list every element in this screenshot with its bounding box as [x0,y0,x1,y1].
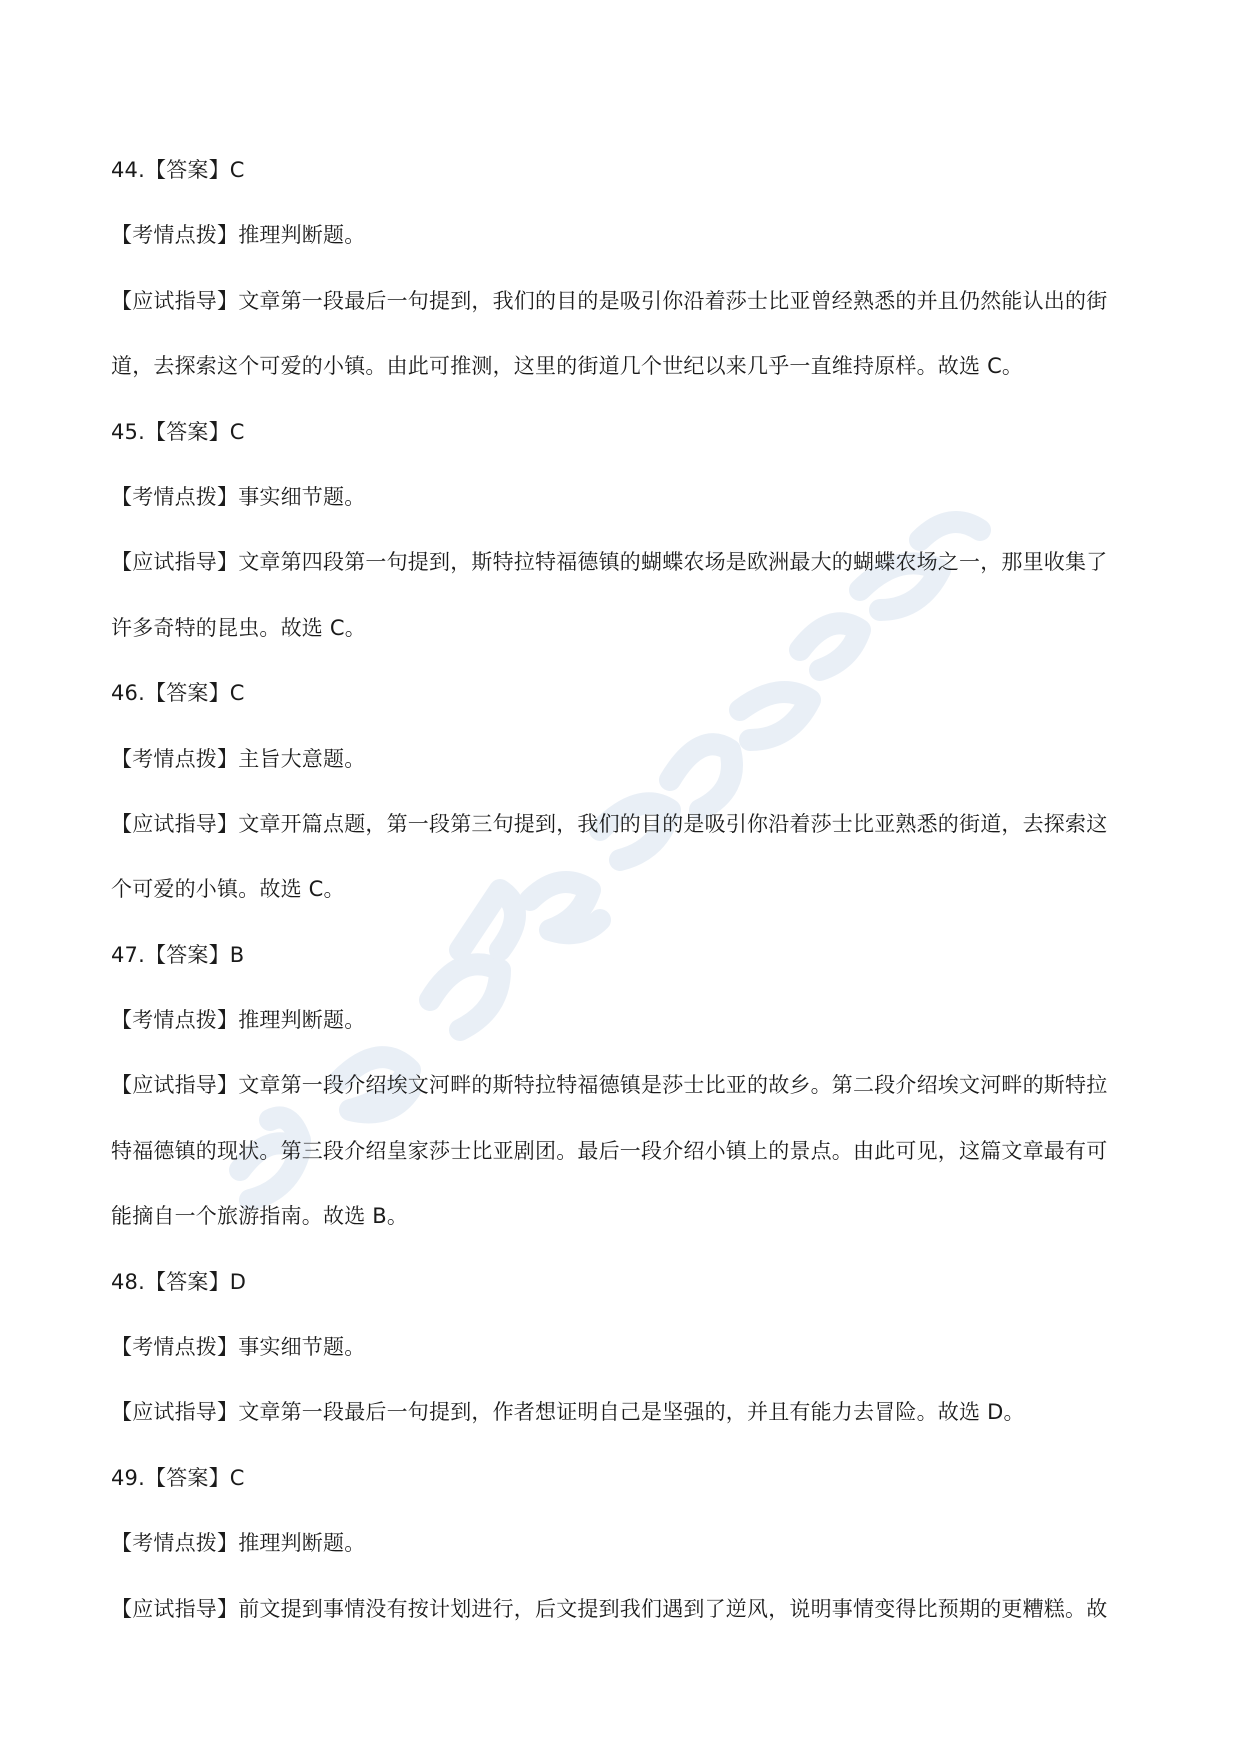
answer-content [111,138,1131,1642]
answer-49-heading: 49.【答案】C [111,1465,245,1490]
answer-44-guide-line-2: 道，去探索这个可爱的小镇。由此可推测，这里的街道几个世纪以来几乎一直维持原样。故选 C。 [111,354,1024,379]
answer-45-guide-line-2: 许多奇特的昆虫。故选 C。 [111,615,366,640]
answer-48-type: 【考情点拨】事实细节题。 [111,1335,366,1360]
answer-48-guide-line-1: 【应试指导】文章第一段最后一句提到，作者想证明自己是坚强的，并且有能力去冒险。故选 D。 [111,1400,1025,1425]
answer-49-guide-line-1: 【应试指导】前文提到事情没有按计划进行，后文提到我们遇到了逆风，说明事情变得比预期的更糟糕。故 [111,1596,1108,1621]
answer-48-heading: 48.【答案】D [111,1269,247,1294]
answer-46-guide-line-1: 【应试指导】文章开篇点题，第一段第三句提到，我们的目的是吸引你沿着莎士比亚熟悉的街道，去探索这 [111,811,1108,836]
answer-45-heading: 45.【答案】C [111,419,245,444]
answer-44-heading: 44.【答案】C [111,158,245,182]
answer-47-heading: 47.【答案】B [111,942,245,967]
answer-46-heading: 46.【答案】C [111,681,245,706]
answer-46-type: 【考情点拨】主旨大意题。 [111,746,366,771]
answer-47-type: 【考情点拨】推理判断题。 [111,1008,366,1033]
answer-45-guide-line-1: 【应试指导】文章第四段第一句提到，斯特拉特福德镇的蝴蝶农场是欧洲最大的蝴蝶农场之一，那里收集了 [111,550,1108,575]
answer-46-guide-line-2: 个可爱的小镇。故选 C。 [111,877,345,902]
answer-44-guide-line-1: 【应试指导】文章第一段最后一句提到，我们的目的是吸引你沿着莎士比亚曾经熟悉的并且仍然能认出的街 [111,288,1108,313]
answer-45-type: 【考情点拨】事实细节题。 [111,484,366,509]
answer-47-guide-line-1: 【应试指导】文章第一段介绍埃文河畔的斯特拉特福德镇是莎士比亚的故乡。第二段介绍埃文河畔的斯特拉 [111,1073,1108,1098]
answer-47-guide-line-3: 能摘自一个旅游指南。故选 B。 [111,1204,409,1229]
answer-44-type: 【考情点拨】推理判断题。 [111,223,366,248]
answer-49-type: 【考情点拨】推理判断题。 [111,1531,366,1556]
answer-47-guide-line-2: 特福德镇的现状。第三段介绍皇家莎士比亚剧团。最后一段介绍小镇上的景点。由此可见，这篇文章最有可 [111,1138,1108,1163]
